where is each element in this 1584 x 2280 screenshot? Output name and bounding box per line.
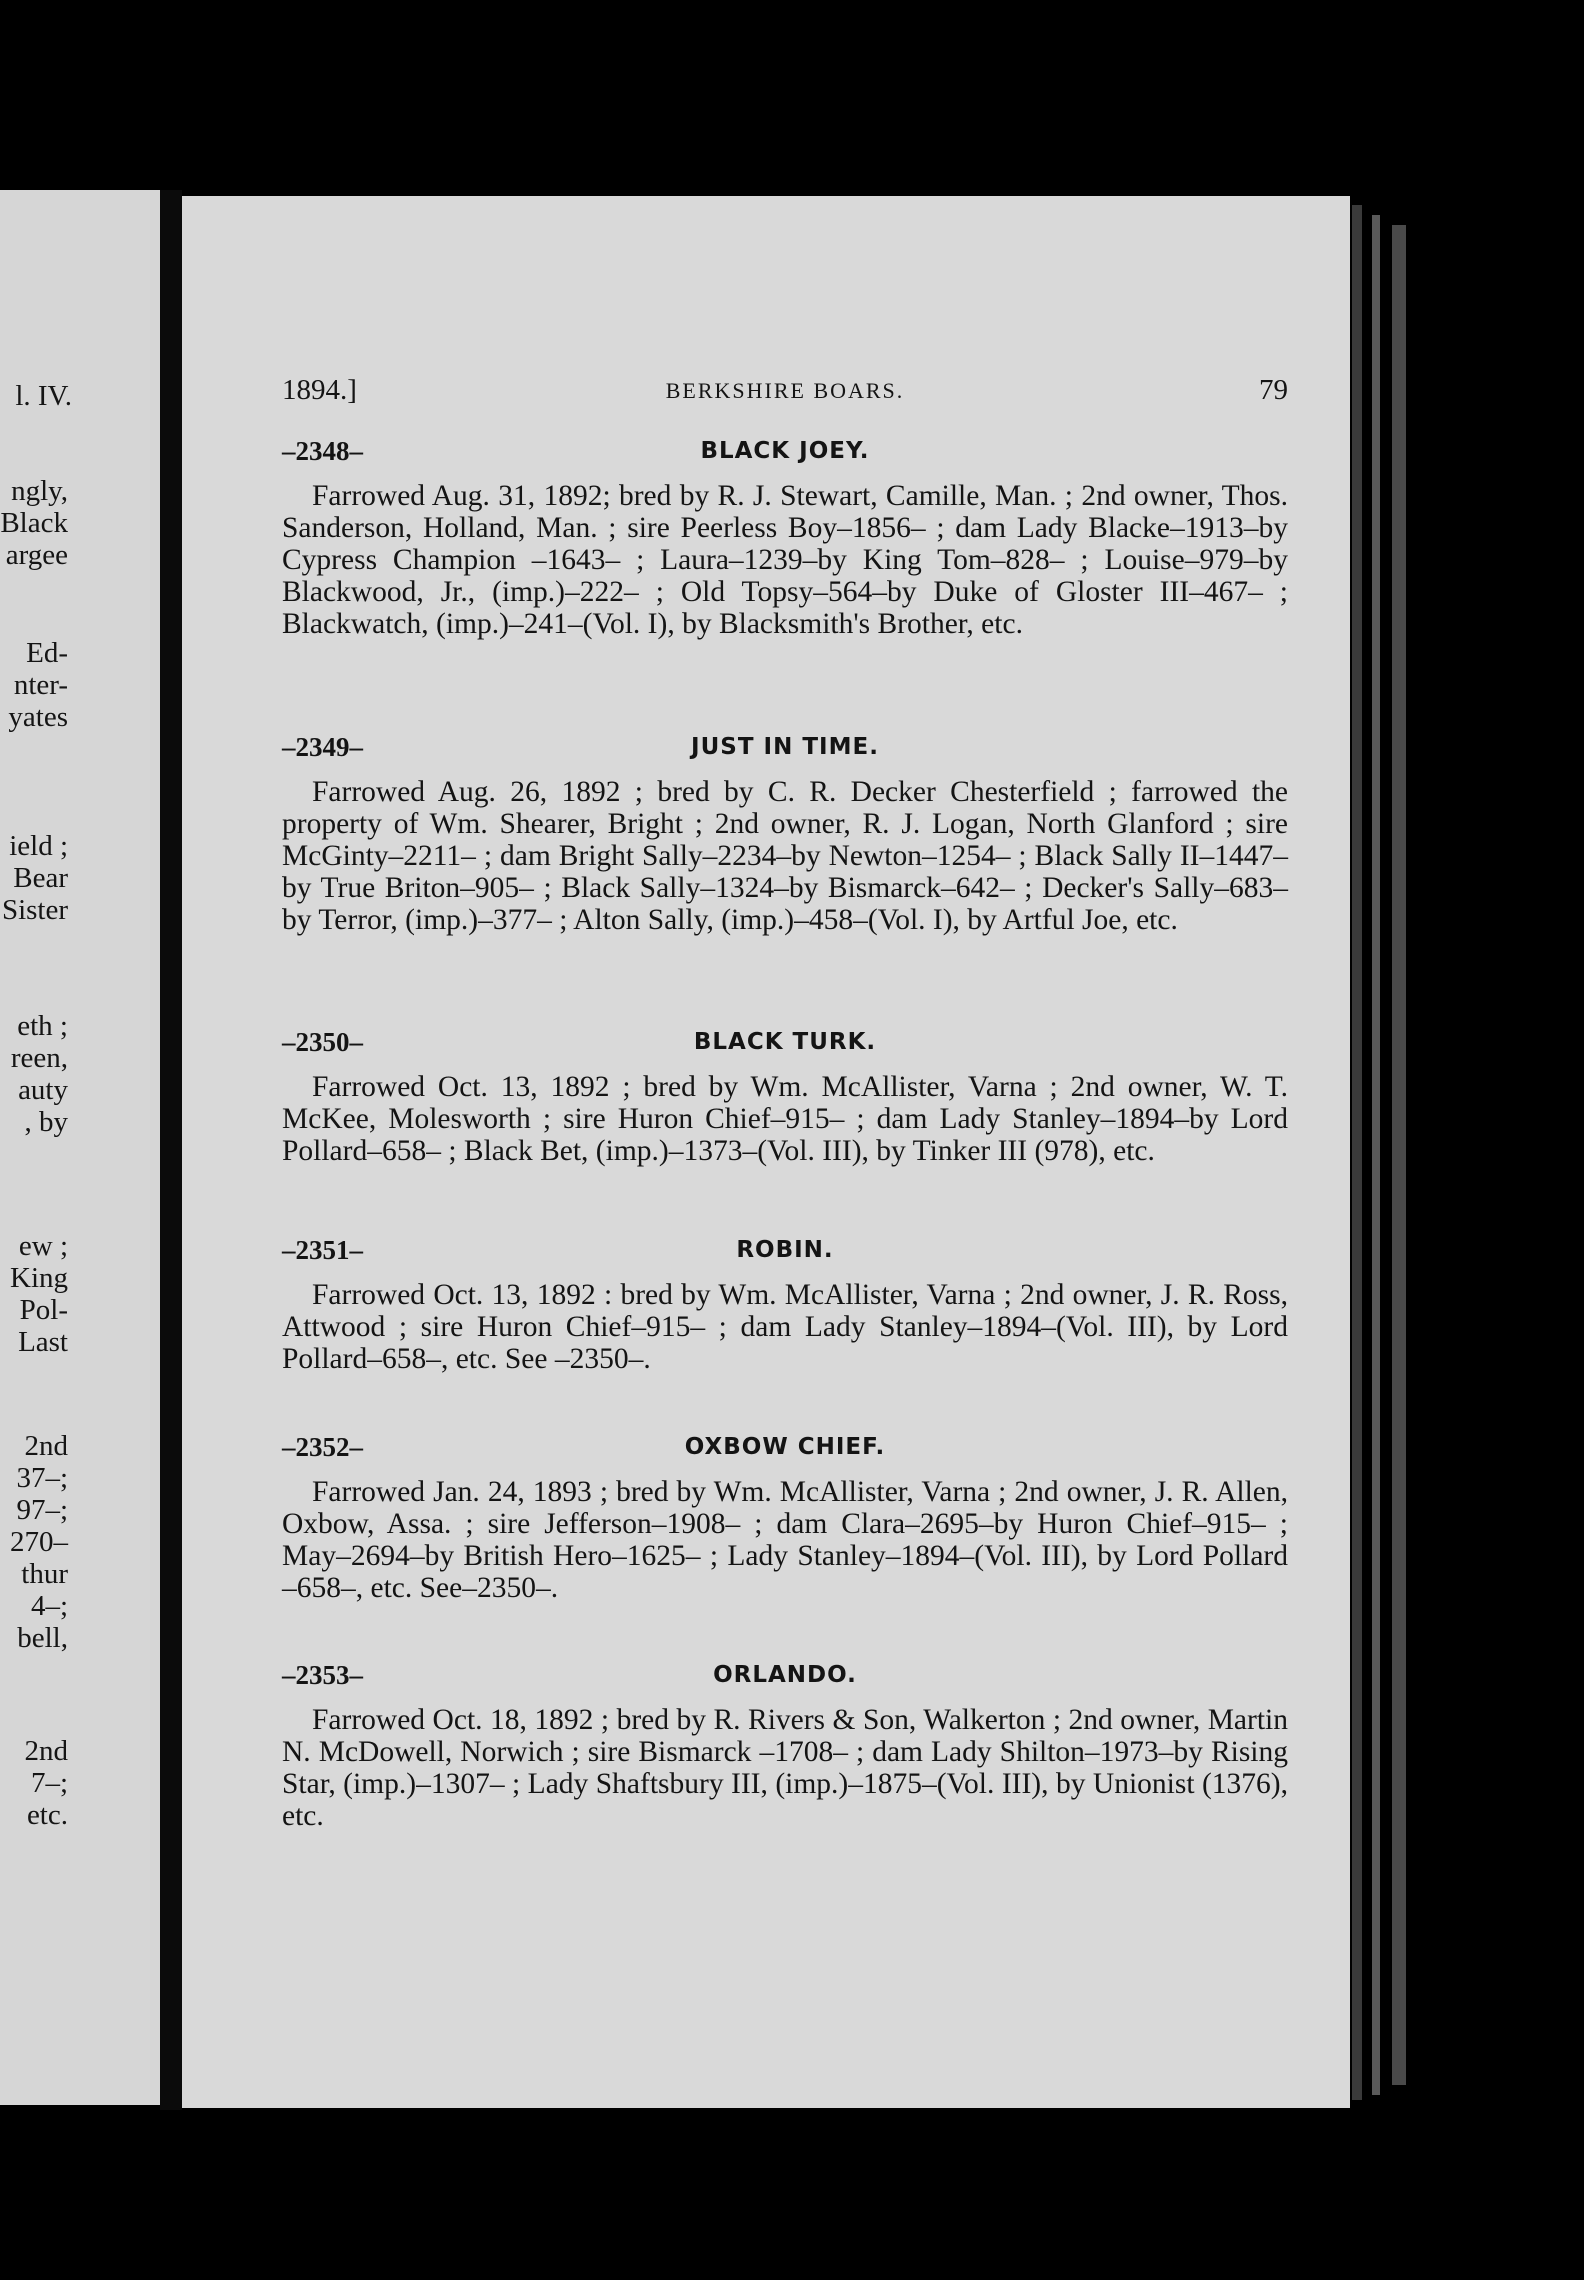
entry-number: –2350–	[282, 1027, 363, 1057]
entry-2349	[282, 732, 1288, 936]
page-stack-edge	[1372, 215, 1380, 2095]
entry-number: –2348–	[282, 436, 363, 466]
left-fragment-5: ew ; King Pol- Last	[10, 1230, 68, 1358]
entry-name: BLACK JOEY.	[700, 438, 870, 464]
left-fragment-1: ngly, Black argee	[0, 475, 68, 571]
left-fragment-6: 2nd 37–; 97–; 270– thur 4–; bell,	[10, 1430, 68, 1654]
entry-2351	[282, 1235, 1288, 1375]
entry-name: JUST IN TIME.	[691, 734, 879, 760]
book-page	[182, 196, 1350, 2108]
left-fragment-0: l. IV.	[15, 380, 72, 412]
running-header	[282, 374, 1288, 414]
entry-number: –2351–	[282, 1235, 363, 1265]
entry-name: OXBOW CHIEF.	[684, 1434, 886, 1460]
entry-text: Farrowed Jan. 24, 1893 ; bred by Wm. McAllister, Varna ; 2nd owner, J. R. Allen, Oxbow, Assa. ; sire Jefferson–1908– ; dam Clara–2695–by Huron Chief–915– ; May–2694–by British Hero–1625– ; Lady Stanley–1894–(Vol. III), by Lord Pollard –658–, etc. See–2350–.	[282, 1476, 1288, 1604]
entry-number: –2349–	[282, 732, 363, 762]
entry-name: BLACK TURK.	[693, 1029, 877, 1055]
entry-number: –2353–	[282, 1660, 363, 1690]
entry-name: ROBIN.	[736, 1237, 834, 1263]
entry-text: Farrowed Oct. 13, 1892 ; bred by Wm. McAllister, Varna ; 2nd owner, W. T. McKee, Molesworth ; sire Huron Chief–915– ; dam Lady Stanley–1894–by Lord Pollard–658– ; Black Bet, (imp.)–1373–(Vol. III), by Tinker III (978), etc.	[282, 1071, 1288, 1167]
left-fragment-3: ield ; Bear Sister	[1, 830, 68, 926]
entry-name: ORLANDO.	[713, 1662, 857, 1688]
header-title: BERKSHIRE BOARS.	[665, 378, 905, 403]
left-fragment-4: eth ; reen, auty , by	[10, 1010, 68, 1138]
left-fragment-2: Ed- nter- yates	[8, 637, 68, 733]
page-gutter	[160, 190, 182, 2110]
page-stack-edge	[1352, 205, 1362, 2100]
header-year: 1894.]	[282, 374, 357, 406]
page-number: 79	[1259, 374, 1288, 406]
entry-text: Farrowed Aug. 26, 1892 ; bred by C. R. Decker Chesterfield ; farrowed the property of Wm. Shearer, Bright ; 2nd owner, R. J. Logan, North Glanford ; sire McGinty–2211– ; dam Bright Sally–2234–by Newton–1254– ; Black Sally II–1447–by True Briton–905– ; Black Sally–1324–by Bismarck–642– ; Decker's Sally–683–by Terror, (imp.)–377– ; Alton Sally, (imp.)–458–(Vol. I), by Artful Joe, etc.	[282, 776, 1288, 936]
left-fragment-7: 2nd 7–; etc.	[24, 1735, 68, 1831]
entry-text: Farrowed Aug. 31, 1892; bred by R. J. Stewart, Camille, Man. ; 2nd owner, Thos. Sanderson, Holland, Man. ; sire Peerless Boy–1856– ; dam Lady Blacke–1913–by Cypress Champion –1643– ; Laura–1239–by King Tom–828– ; Louise–979–by Blackwood, Jr., (imp.)–222– ; Old Topsy–564–by Duke of Gloster III–467– ; Blackwatch, (imp.)–241–(Vol. I), by Blacksmith's Brother, etc.	[282, 480, 1288, 640]
entry-2350	[282, 1027, 1288, 1167]
page-stack-edge	[1392, 225, 1406, 2085]
entry-text: Farrowed Oct. 13, 1892 : bred by Wm. McAllister, Varna ; 2nd owner, J. R. Ross, Attwood ; sire Huron Chief–915– ; dam Lady Stanley–1894–(Vol. III), by Lord Pollard–658–, etc. See –2350–.	[282, 1279, 1288, 1375]
entry-text: Farrowed Oct. 18, 1892 ; bred by R. Rivers & Son, Walkerton ; 2nd owner, Martin N. McDowell, Norwich ; sire Bismarck –1708– ; dam Lady Shilton–1973–by Rising Star, (imp.)–1307– ; Lady Shaftsbury III, (imp.)–1875–(Vol. III), by Unionist (1376), etc.	[282, 1704, 1288, 1832]
entry-2352	[282, 1432, 1288, 1604]
previous-page-fragment	[0, 190, 163, 2105]
entry-number: –2352–	[282, 1432, 363, 1462]
entry-2353	[282, 1660, 1288, 1832]
entry-2348	[282, 436, 1288, 640]
